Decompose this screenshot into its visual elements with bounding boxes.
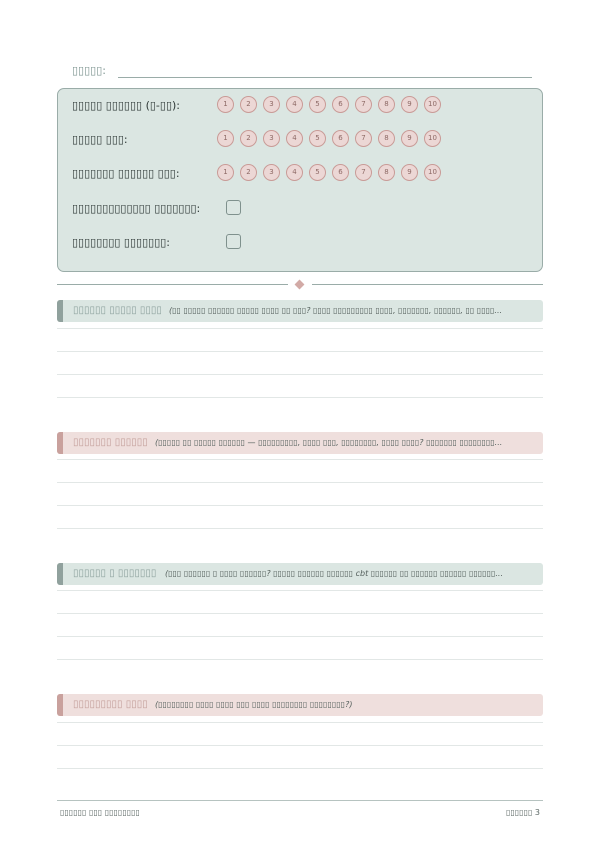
writing-line[interactable] (57, 659, 543, 660)
daily-check-panel (57, 88, 543, 272)
ornament-divider (57, 281, 543, 289)
rating-option[interactable]: 5 (309, 96, 326, 113)
check-row-2 (72, 233, 272, 253)
rating-option[interactable]: 4 (286, 164, 303, 181)
section-accent-bar (57, 300, 63, 322)
rating-option[interactable]: 1 (217, 164, 234, 181)
rating-option[interactable]: 9 (401, 96, 418, 113)
rating-option[interactable]: 8 (378, 130, 395, 147)
section-title: ▯▯▯▯▯▯ ▯▯▯▯▯ ▯▯▯▯ (73, 305, 162, 316)
rating-option[interactable]: 4 (286, 130, 303, 147)
rating-scale (217, 96, 447, 113)
rating-scale (217, 164, 447, 181)
rating-label: ▯▯▯▯▯ ▯▯▯▯▯▯ (▯-▯▯): (72, 99, 180, 112)
rating-option[interactable]: 5 (309, 130, 326, 147)
writing-line[interactable] (57, 374, 543, 375)
rating-option[interactable]: 10 (424, 96, 441, 113)
divider-line (312, 284, 543, 285)
check-label: ▯▯▯▯▯▯▯▯▯▯▯▯▯ ▯▯▯▯▯▯▯: (72, 202, 201, 215)
rating-option[interactable]: 8 (378, 96, 395, 113)
section-accent-bar (57, 563, 63, 585)
writing-line[interactable] (57, 528, 543, 529)
rating-label: ▯▯▯▯▯ ▯▯▯: (72, 133, 128, 146)
rating-option[interactable]: 3 (263, 96, 280, 113)
writing-line[interactable] (57, 636, 543, 637)
rating-scale (217, 130, 447, 147)
writing-line[interactable] (57, 613, 543, 614)
rating-option[interactable]: 2 (240, 96, 257, 113)
rating-option[interactable]: 7 (355, 96, 372, 113)
section-title: ▯▯▯▯▯▯▯ ▯▯▯▯▯▯ (73, 437, 148, 448)
footer-title: ▯▯▯▯▯▯ ▯▯▯ ▯▯▯▯▯▯▯▯ (60, 808, 140, 817)
section-header (57, 694, 543, 716)
writing-line[interactable] (57, 397, 543, 398)
rating-option[interactable]: 10 (424, 130, 441, 147)
rating-label: ▯▯▯▯▯▯▯ ▯▯▯▯▯▯ ▯▯▯: (72, 167, 180, 180)
checkbox[interactable] (226, 200, 241, 215)
rating-option[interactable]: 4 (286, 96, 303, 113)
writing-line[interactable] (57, 722, 543, 723)
rating-option[interactable]: 1 (217, 130, 234, 147)
writing-line[interactable] (57, 328, 543, 329)
writing-line[interactable] (57, 351, 543, 352)
section-title: ▯▯▯▯▯▯ ▯ ▯▯▯▯▯▯▯ (73, 568, 157, 579)
writing-line[interactable] (57, 482, 543, 483)
section-prompt: (▯▯▯ ▯▯▯▯▯▯ ▯ ▯▯▯▯ ▯▯▯▯▯▯? ▯▯▯▯▯ ▯▯▯▯▯▯ ▯▯▯▯▯▯ cbt ▯▯▯▯▯▯ ▯▯ ▯▯▯▯▯▯ ▯▯▯▯▯▯ ▯▯▯▯▯▯... (165, 569, 504, 578)
rating-option[interactable]: 6 (332, 164, 349, 181)
section-header (57, 300, 543, 322)
date-label: ▯▯▯▯▯: (72, 64, 106, 77)
section-prompt: (▯▯ ▯▯▯▯▯ ▯▯▯▯▯▯ ▯▯▯▯▯ ▯▯▯▯ ▯▯ ▯▯▯? ▯▯▯▯ ▯▯▯▯▯▯▯▯▯ ▯▯▯▯, ▯▯▯▯▯▯▯, ▯▯▯▯▯▯, ▯▯ ▯▯▯▯... (169, 306, 503, 315)
section-accent-bar (57, 694, 63, 716)
check-label: ▯▯▯▯▯▯▯▯ ▯▯▯▯▯▯▯: (72, 236, 171, 249)
section-header (57, 432, 543, 454)
rating-option[interactable]: 6 (332, 96, 349, 113)
rating-option[interactable]: 5 (309, 164, 326, 181)
rating-option[interactable]: 2 (240, 130, 257, 147)
rating-option[interactable]: 6 (332, 130, 349, 147)
divider-line (57, 284, 288, 285)
section-title: ▯▯▯▯▯▯▯▯▯ ▯▯▯▯ (73, 699, 148, 710)
rating-option[interactable]: 10 (424, 164, 441, 181)
rating-option[interactable]: 9 (401, 164, 418, 181)
date-field[interactable] (72, 62, 532, 80)
footer-divider (57, 800, 543, 801)
writing-line[interactable] (57, 459, 543, 460)
rating-option[interactable]: 8 (378, 164, 395, 181)
date-input-line[interactable] (118, 77, 532, 78)
check-row-1 (72, 199, 272, 219)
rating-option[interactable]: 1 (217, 96, 234, 113)
rating-option[interactable]: 9 (401, 130, 418, 147)
writing-line[interactable] (57, 590, 543, 591)
rating-option[interactable]: 7 (355, 164, 372, 181)
writing-line[interactable] (57, 768, 543, 769)
rating-option[interactable]: 7 (355, 130, 372, 147)
page-number: ▯▯▯▯▯▯ 3 (505, 808, 540, 817)
section-prompt: (▯▯▯▯▯ ▯▯ ▯▯▯▯▯ ▯▯▯▯▯▯ — ▯▯▯▯▯▯▯▯▯, ▯▯▯▯ ▯▯▯, ▯▯▯▯▯▯▯▯, ▯▯▯▯ ▯▯▯▯? ▯▯▯▯▯▯▯ ▯▯▯▯▯▯▯▯... (155, 438, 503, 447)
rating-option[interactable]: 3 (263, 130, 280, 147)
diamond-icon (295, 280, 305, 290)
section-prompt: (▯▯▯▯▯▯▯▯ ▯▯▯▯ ▯▯▯▯ ▯▯▯ ▯▯▯▯ ▯▯▯▯▯▯▯▯ ▯▯▯▯▯▯▯▯?) (155, 700, 353, 709)
rating-option[interactable]: 3 (263, 164, 280, 181)
section-accent-bar (57, 432, 63, 454)
writing-line[interactable] (57, 745, 543, 746)
section-header (57, 563, 543, 585)
rating-option[interactable]: 2 (240, 164, 257, 181)
writing-line[interactable] (57, 505, 543, 506)
checkbox[interactable] (226, 234, 241, 249)
